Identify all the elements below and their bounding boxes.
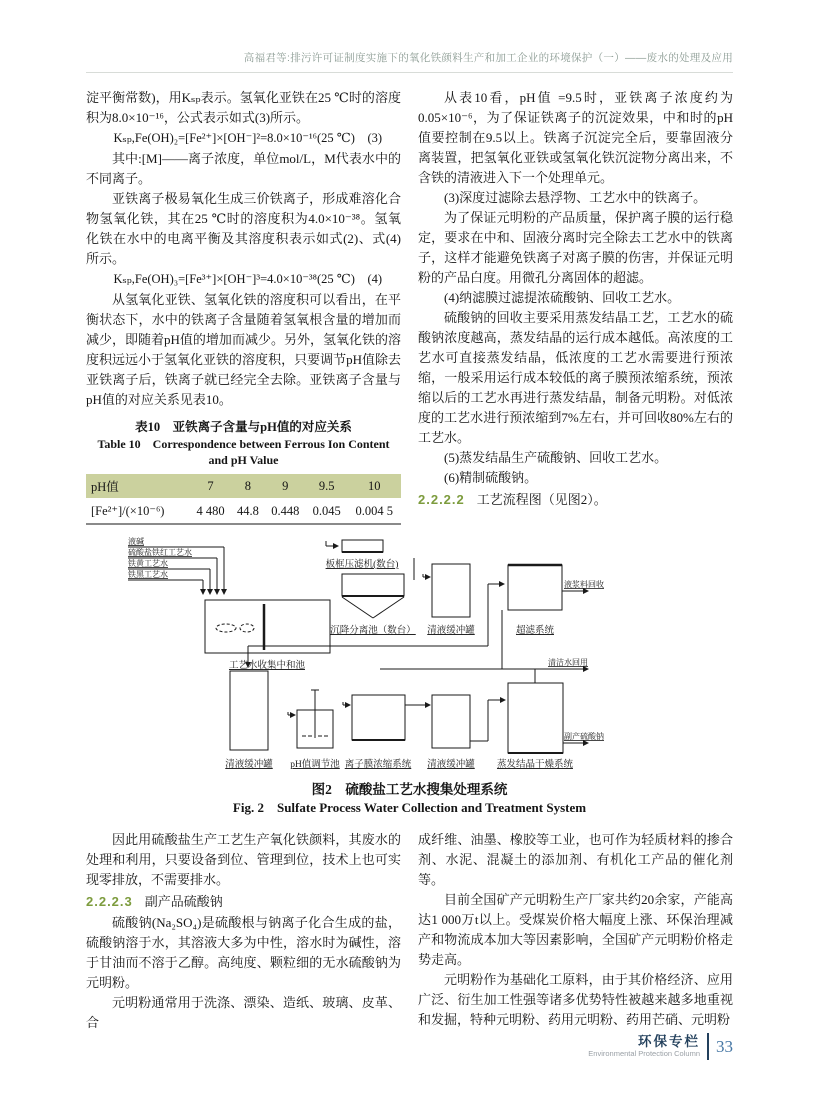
paragraph: 目前全国矿产元明粉生产厂家共约20余家，产能高达1 000万t以上。受煤炭价格大幅度上涨、环保治理减产和物流成本加大等因素影响，全国矿产元明粉价格走势走高。 (418, 892, 733, 967)
table-caption-en-line1: Table 10 Correspondence between Ferrous Ion Content (97, 437, 390, 451)
ultrafiltration-box (508, 565, 562, 610)
table-cell: 4 480 (190, 498, 231, 524)
settling-tank-box (342, 574, 404, 596)
table-header-row (86, 474, 401, 498)
footer-labels (588, 1035, 700, 1057)
paragraph: 淀平衡常数)，用Kₛₚ表示。氢氧化亚铁在25 ℃时的溶度积为8.0×10⁻¹⁶，公式表示如式(3)所示。 (86, 90, 401, 125)
filter-press-box (342, 540, 383, 552)
paragraph: (3)深度过滤除去悬浮物、工艺水中的铁离子。 (444, 190, 707, 205)
ultrafiltration-label: 超滤系统 (515, 626, 555, 636)
formula-4: Kₛₚ,Fe(OH)₃=[Fe³⁺]×[OH⁻]³=4.0×10⁻³⁸(25 ℃) (4) (113, 272, 383, 286)
column-header: 10 (347, 474, 401, 498)
paragraph: 因此用硫酸盐生产工艺生产氧化铁颜料，其废水的处理和利用，只要设备到位、管理到位，技术上也可实现零排放，不需要排水。 (86, 832, 401, 887)
evaporation-drying-label: 蒸发结晶干燥系统 (496, 760, 574, 770)
evaporation-drying-box (508, 683, 563, 753)
process-flow-svg (86, 533, 733, 781)
figure-2-diagram (86, 533, 733, 781)
input-label-yellow-process-water: 铁黄工艺水 (128, 559, 168, 568)
paragraph: 为了保证元明粉的产品质量，保护离子膜的运行稳定，要求在中和、固液分离时完全除去工艺水中的铁离子，这样才能避免铁离子对离子膜的伤害，并保证元明粉的产品白度。用微孔分离固体的超滤。 (418, 210, 733, 285)
figure-caption-en: Fig. 2 Sulfate Process Water Collection and Treatment System (232, 800, 587, 815)
section-number: 2.2.2.3 (86, 894, 133, 909)
table-cell: [Fe²⁺]/(×10⁻⁶) (86, 498, 190, 524)
right-column (418, 88, 733, 525)
ferrous-ph-table (86, 474, 401, 525)
table-cell: 44.8 (231, 498, 264, 524)
buffer-tank-3-box (432, 695, 470, 748)
column-header: 7 (190, 474, 231, 498)
paragraph: 亚铁离子极易氧化生成三价铁离子，形成难溶化合物氢氧化铁，其在25 ℃时的溶度积为4.0×10⁻³⁸。氢氧化铁在水中的电离平衡及其溶度积表示如式(2)、式(4)所示。 (86, 191, 401, 266)
paragraph: 成纤维、油墨、橡胶等工业，也可作为轻质材料的掺合剂、水泥、混凝土的添加剂、有机化工产品的催化剂等。 (418, 832, 733, 887)
paragraph: 元明粉作为基础化工原料，由于其价格经济、应用广泛、衍生加工性强等诸多优势特性被越来越多地重视和发掘，特种元明粉、药用元明粉、药用芒硝、元明粉 (418, 972, 733, 1027)
bottom-right-column (418, 830, 733, 1033)
input-label-black-process-water: 铁黑工艺水 (128, 570, 168, 579)
column-header: pH值 (86, 474, 190, 498)
footer-column-label-cn: 环保专栏 (638, 1034, 700, 1050)
membrane-concentration-box (352, 695, 405, 740)
left-column (86, 88, 401, 525)
table-cell: 0.004 5 (347, 498, 401, 524)
clean-water-reuse-label: 清洁水回用 (548, 658, 588, 667)
slurry-recovery-label: 液浆料回收 (564, 580, 604, 589)
ph-adjust-tank-label: pH值调节池 (290, 760, 340, 770)
neutralization-tank-label: 工艺水收集中和池 (228, 661, 306, 671)
column-header: 8 (231, 474, 264, 498)
table-caption-cn: 表10 亚铁离子含量与pH值的对应关系 (135, 420, 352, 434)
paragraph: 从氢氧化亚铁、氢氧化铁的溶度积可以看出，在平衡状态下，水中的铁离子含量随着氢氧根含量的增加而减少，即随着pH值的增加而减少。另外，氢氧化铁的溶度积远远小于氢氧化亚铁的溶度积，只要调节pH值除去亚铁离子后，铁离子就已经完全去除。亚铁离子含量与pH值的对应关系见表10。 (86, 292, 401, 407)
buffer-tank-3-label: 清液缓冲罐 (427, 760, 475, 770)
filter-press-label: 板框压滤机(数台) (325, 560, 399, 570)
buffer-tank-1-box (432, 564, 470, 617)
section-title: 工艺流程图（见图2）。 (476, 492, 607, 507)
bottom-left-column (86, 830, 401, 1033)
page-footer (588, 1033, 733, 1060)
table-cell: 0.448 (265, 498, 306, 524)
table-caption-en-line2: and pH Value (208, 453, 279, 467)
paragraph: (4)纳滤膜过滤提浓硫酸钠、回收工艺水。 (444, 290, 681, 305)
paragraph: 元明粉通常用于洗涤、漂染、造纸、玻璃、皮革、合 (86, 995, 401, 1030)
bottom-columns (86, 830, 733, 1033)
column-header: 9 (265, 474, 306, 498)
section-heading-2222 (418, 489, 733, 510)
section-title: 副产品硫酸钠 (144, 894, 223, 909)
paragraph: 硫酸钠(Na₂SO₄)是硫酸根与钠离子化合生成的盐，硫酸钠溶于水，其溶液大多为中性，溶水时为碱性，溶于甘油而不溶于乙醇。高纯度、颗粒细的无水硫酸钠为元明粉。 (86, 915, 401, 990)
buffer-tank-2-label: 清液缓冲罐 (225, 760, 273, 770)
figure-caption-cn: 图2 硫酸盐工艺水搜集处理系统 (311, 782, 508, 797)
footer-divider (707, 1033, 709, 1060)
sodium-sulfate-byproduct-label: 副产硫酸钠 (564, 732, 604, 741)
column-header: 9.5 (306, 474, 347, 498)
paragraph: 硫酸钠的回收主要采用蒸发结晶工艺，工艺水的硫酸钠浓度越高，蒸发结晶的运行成本越低。高浓度的工艺水可直接蒸发结晶，低浓度的工艺水需要进行预浓缩，一般采用运行成本较低的离子膜预浓缩系统，预浓缩以后的工艺水再进行蒸发结晶，制备元明粉。对低浓度的工艺水进行预浓缩到7%左右，并可回收80%左右的工艺水。 (418, 310, 733, 445)
buffer-tank-2-box (230, 671, 268, 750)
table-row (86, 498, 401, 524)
formula-3: Kₛₚ,Fe(OH)₂=[Fe²⁺]×[OH⁻]²=8.0×10⁻¹⁶(25 ℃) (3) (113, 131, 383, 145)
paragraph: 其中:[M]——离子浓度，单位mol/L，M代表水中的不同离子。 (86, 151, 401, 186)
section-number: 2.2.2.2 (418, 492, 465, 507)
neutralization-tank-box (205, 600, 330, 653)
paragraph: 从表10看，pH值 =9.5时，亚铁离子浓度约为0.05×10⁻⁶，为了保证铁离子的沉淀效果，中和时的pH值要控制在9.5以上。铁离子沉淀完全后，要靠固液分离装置，把氢氧化亚铁或氢氧化铁沉淀物分离出来，不含铁的清液进入下一个处理单元。 (418, 90, 733, 185)
settling-tank-label: 沉降分离池（数台） (330, 626, 416, 636)
buffer-tank-1-label: 清液缓冲罐 (427, 626, 475, 636)
top-columns (86, 88, 733, 525)
running-title: 高福君等:排污许可证制度实施下的氧化铁颜料生产和加工企业的环境保护（一）——废水的处理及应用 (86, 0, 733, 73)
section-heading-2223 (86, 891, 401, 912)
input-label-red-process-water: 硫酸盐铁红工艺水 (128, 548, 192, 557)
table-cell: 0.045 (306, 498, 347, 524)
page-content (86, 0, 733, 1033)
paragraph: (6)精制硫酸钠。 (444, 470, 538, 485)
footer-column-label-en: Environmental Protection Column (588, 1048, 700, 1058)
input-label-caustic: 液碱 (128, 537, 144, 546)
membrane-concentration-label: 离子膜浓缩系统 (344, 760, 412, 770)
page-number: 33 (716, 1036, 733, 1056)
paragraph: (5)蒸发结晶生产硫酸钠、回收工艺水。 (444, 450, 668, 465)
